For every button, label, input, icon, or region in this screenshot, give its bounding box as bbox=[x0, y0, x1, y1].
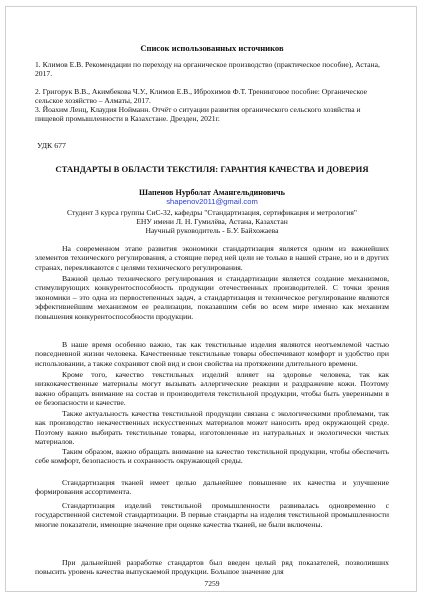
document-page bbox=[5, 6, 417, 592]
author-name: Шапенов Нурболат Амангельдиновичь bbox=[139, 188, 285, 197]
reference-item: 3. Йоахим Ленц, Клаудия Нойманн. Отчёт о ситуации развития органического сельского хозяйства и пищевой промышленности в Казахстане. Дрезден, 2021г. bbox=[35, 105, 361, 124]
author-affiliation: Студент 3 курса группы СиС-32, кафедры "Стандартизация, сертификация и метрология" bbox=[66, 208, 358, 217]
udk-code: УДК 677 bbox=[37, 141, 66, 150]
reference-item: 1. Климов Е.В. Рекомендации по переходу на органическое производство (практическое пособие), Астана, 2017. bbox=[35, 60, 380, 79]
article-title: СТАНДАРТЫ В ОБЛАСТИ ТЕКСТИЛЯ: ГАРАНТИЯ КАЧЕСТВА И ДОВЕРИЯ bbox=[55, 164, 369, 174]
references-heading: Список использованных источников bbox=[140, 43, 284, 53]
author-university: ЕНУ имени Л. Н. Гумилёва, Астана, Казахстан bbox=[136, 217, 288, 226]
page-number: 7259 bbox=[204, 579, 220, 588]
body-paragraph: Кроме того, качество текстильных изделий влияет на здоровье человека, так как низкокачественные материалы могут вызывать аллергические реакции и раздражение кожи. Поэтому важно обращать внимание на состав и производителя текстильной продукции, чтобы быть уверенными в ее безопасности и качестве. bbox=[35, 370, 389, 408]
body-paragraph: Также актуальность качества текстильной продукции связана с экологическими проблемами, так как производство некачественных искусственных материалов может наносить вред окружающей среде. Поэтому важно выбирать текстильные товары, изготовленные из натуральных и экологически чистых материалов. bbox=[35, 409, 389, 447]
reference-item: 2. Григорук В.В., Акимбекова Ч.У., Климов Е.В., Иброхимов Ф.Т. Тренинговое пособие: Органическое сельское хозяйство – Алматы, 2017. bbox=[35, 87, 368, 106]
scientific-supervisor: Научный руководитель - Б.У. Байхожаева bbox=[145, 226, 279, 235]
body-paragraph: Стандартизация тканей имеет целью дальнейшее повышение их качества и улучшение формирования ассортимента. bbox=[35, 478, 389, 497]
author-email-link[interactable]: shapenov2011@gmail.com bbox=[166, 197, 258, 206]
body-paragraph: Стандартизация изделий текстильной промышленности развивалась одновременно с государственной системой стандартизации. В первые стандарты на изделия текстильной промышленности многие показатели, имеющие значение при оценке качества тканей, не были включены. bbox=[35, 501, 389, 529]
body-paragraph: При дальнейшей разработке стандартов был введен целый ряд показателей, позволивших повысить уровень качества выпускаемой продукции. Большое значение для bbox=[35, 558, 389, 577]
body-paragraph: В наше время особенно важно, так как текстильные изделия являются неотъемлемой частью повседневной жизни человека. Качественные текстильные товары обеспечивают комфорт и удобство при использовании, а также сохраняют свой вид и свои свойства на протяжении длительного времени. bbox=[35, 340, 389, 368]
body-paragraph: Важной целью технического регулирования и стандартизации является создание механизмов, стимулирующих конкурентоспособность продукции отечественных производителей. С точки зрения экономики – это одна из первостепенных задач, а стандартизация и техническое регулирование являются эффективнейшим механизмом ее реализации, показавшим себя во всем мире именно как механизм повышения конкурентоспособности продукции. bbox=[35, 274, 389, 321]
body-paragraph: Таким образом, важно обращать внимание на качество текстильной продукции, чтобы обеспечить себе комфорт, безопасность и сохранность окружающей среды. bbox=[35, 447, 389, 466]
body-paragraph: На современном этапе развития экономики стандартизация является одним из важнейших элементов технического регулирования, а стоящие перед ней цели не только в нашей стране, но и в других странах, перекликаются с целями технического регулирования. bbox=[35, 244, 389, 272]
